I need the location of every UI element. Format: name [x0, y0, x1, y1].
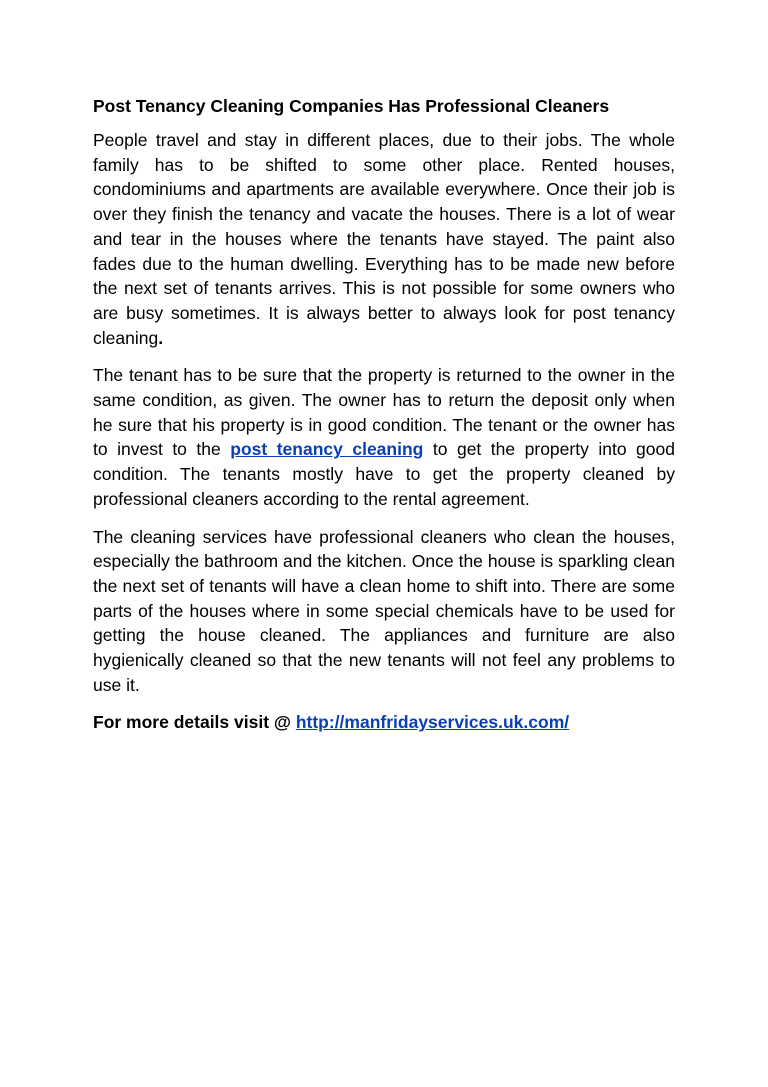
post-tenancy-cleaning-link[interactable]: post tenancy cleaning [230, 439, 424, 460]
closing-label: For more details visit @ [93, 712, 296, 733]
paragraph-1 [93, 128, 675, 350]
paragraph-1-end-mark: . [158, 327, 164, 348]
paragraph-1-text: People travel and stay in different places, due to their jobs. The whole family has to be shifted to some other place. Rented houses, condominiums and apartments are available everywhere. Once their job is over they finish the tenancy and vacate the houses. There is a lot of wear and tear in the houses where the tenants have stayed. The paint also fades due to the human dwelling. Everything has to be made new before the next set of tenants arrives. This is not possible for some owners who are busy sometimes. It is always better to always look for post tenancy cleaning [93, 130, 675, 348]
paragraph-3-text: The cleaning services have professional cleaners who clean the houses, especially the bathroom and the kitchen. Once the house is sparkling clean the next set of tenants will have a clean home to shift into. There are some parts of the houses where in some special chemicals have to be used for getting the house cleaned. The appliances and furniture are also hygienically cleaned so that the new tenants will not feel any problems to use it. [93, 526, 675, 695]
website-link[interactable]: http://manfridayservices.uk.com/ [295, 712, 570, 733]
document-body [93, 93, 675, 735]
paragraph-2 [93, 363, 675, 511]
paragraph-2-text-after-link: to get the property into good condition. The tenants mostly have to get the property cleaned by professional cleaners according to the rental agreement. [93, 439, 675, 509]
closing-line [93, 710, 675, 735]
paragraph-2-text-before-link: The tenant has to be sure that the property is returned to the owner in the same condition, as given. The owner has to return the deposit only when he sure that his property is in good condition. The tenant or the owner has to invest to the [93, 365, 675, 460]
paragraph-3 [93, 525, 675, 698]
page-title: Post Tenancy Cleaning Companies Has Professional Cleaners [93, 96, 610, 116]
